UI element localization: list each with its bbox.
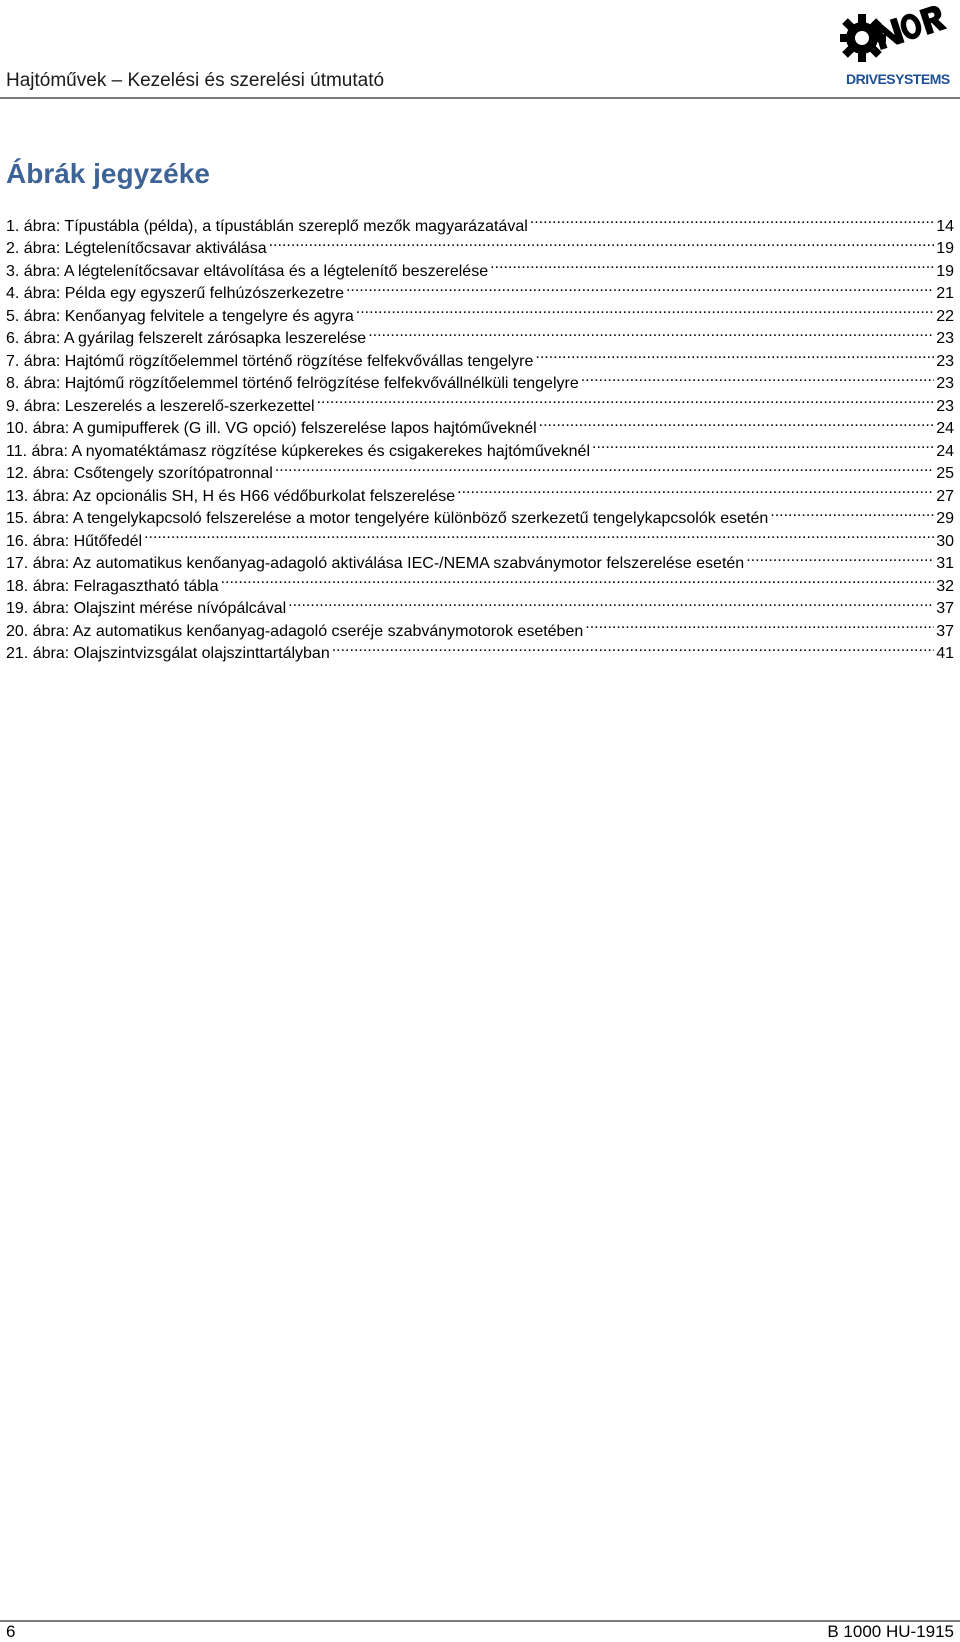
toc-dot-leader — [275, 456, 934, 479]
toc-entry-label: 3. ábra: A légtelenítőcsavar eltávolítása és a légtelenítő beszerelése — [6, 262, 489, 280]
footer-divider — [0, 1620, 960, 1622]
toc-entry-page: 31 — [936, 555, 954, 572]
toc-entry-page: 23 — [936, 352, 954, 370]
header-divider — [0, 97, 960, 99]
toc-entry-label: 11. ábra: A nyomatéktámasz rögzítése kúpkerekes és csigakerekes hajtóműveknél — [6, 442, 591, 460]
toc-entry-label: 12. ábra: Csőtengely szorítópatronnal — [6, 465, 273, 482]
toc-dot-leader — [530, 208, 934, 231]
toc-entry-label: 4. ábra: Példa egy egyszerű felhúzószerkezetre — [6, 285, 344, 302]
toc-dot-leader — [585, 613, 934, 636]
document-title: Hajtóművek – Kezelési és szerelési útmutató — [6, 70, 385, 91]
toc-dot-leader — [490, 253, 934, 276]
toc-entry-label: 5. ábra: Kenőanyag felvitele a tengelyre és agyra — [6, 307, 354, 325]
toc-entry-page: 29 — [936, 510, 954, 527]
toc-dot-leader — [288, 591, 934, 614]
toc-dot-leader — [269, 231, 935, 254]
toc-entry-label: 16. ábra: Hűtőfedél — [6, 532, 143, 550]
toc-entry-page: 23 — [936, 330, 954, 347]
toc-entry-label: 20. ábra: Az automatikus kenőanyag-adagoló cseréje szabványmotorok esetében — [6, 622, 584, 640]
toc-dot-leader — [457, 478, 934, 501]
toc-entry-page: 23 — [936, 375, 954, 392]
toc-entry-page: 41 — [936, 645, 954, 662]
toc-entry-label: 18. ábra: Felragasztható tábla — [6, 577, 219, 595]
toc-entry[interactable] — [6, 546, 954, 572]
toc-entry-page: 25 — [936, 465, 954, 482]
toc-entry-label: 10. ábra: A gumipufferek (G ill. VG opció) felszerelése lapos hajtóműveknél — [6, 420, 537, 437]
toc-entry-label: 17. ábra: Az automatikus kenőanyag-adagoló aktiválása IEC-/NEMA szabványmotor felszerelése esetén — [6, 555, 745, 572]
toc-dot-leader — [368, 321, 934, 344]
toc-entry-page: 23 — [936, 397, 954, 415]
page-header — [0, 0, 960, 100]
toc-entry-label: 7. ábra: Hajtómű rögzítőelemmel történő rögzítése felfekvővállas tengelyre — [6, 352, 534, 370]
toc-entry-page: 19 — [936, 240, 954, 257]
toc-dot-leader — [581, 366, 934, 389]
page-title: Ábrák jegyzéke — [6, 158, 210, 189]
toc-entry-page: 24 — [936, 442, 954, 460]
toc-entry-page: 24 — [936, 420, 954, 437]
toc-dot-leader — [221, 568, 935, 591]
toc-entry-label: 2. ábra: Légtelenítőcsavar aktiválása — [6, 240, 267, 257]
toc-entry-label: 13. ábra: Az opcionális SH, H és H66 védőburkolat felszerelése — [6, 487, 456, 505]
toc-dot-leader — [539, 411, 935, 434]
toc-entry-label: 8. ábra: Hajtómű rögzítőelemmel történő felrögzítése felfekvővállnélküli tengelyre — [6, 375, 579, 392]
toc-entry-page: 19 — [936, 262, 954, 280]
toc-entry-label: 1. ábra: Típustábla (példa), a típustáblán szereplő mezők magyarázatával — [6, 217, 528, 235]
toc-entry[interactable] — [6, 523, 954, 550]
toc-entry-page: 37 — [936, 600, 954, 617]
toc-entry-label: 19. ábra: Olajszint mérése nívópálcával — [6, 600, 287, 617]
toc-dot-leader — [346, 276, 934, 299]
toc-entry-label: 9. ábra: Leszerelés a leszerelő-szerkezettel — [6, 397, 315, 415]
toc-entry-label: 21. ábra: Olajszintvizsgálat olajszinttartályban — [6, 645, 330, 662]
toc-dot-leader — [535, 343, 934, 366]
toc-dot-leader — [356, 298, 934, 321]
toc-dot-leader — [332, 636, 934, 659]
toc-entry-page: 30 — [936, 532, 954, 550]
toc-dot-leader — [770, 501, 934, 524]
toc-entry-page: 22 — [936, 307, 954, 325]
toc-dot-leader — [592, 433, 934, 456]
toc-entry-page: 27 — [936, 487, 954, 505]
footer-document-id: B 1000 HU-1915 — [827, 1622, 954, 1641]
toc-entry-label: 15. ábra: A tengelykapcsoló felszerelése a motor tengelyére különböző szerkezetű tengelykapcsolók esetén — [6, 510, 769, 527]
toc-entry-page: 37 — [936, 622, 954, 640]
toc-entry-page: 14 — [936, 217, 954, 235]
logo-subtext: DRIVESYSTEMS — [846, 71, 950, 87]
toc-entry-page: 21 — [936, 285, 954, 302]
toc-dot-leader — [144, 523, 934, 546]
figure-list — [6, 208, 954, 662]
toc-entry-page: 32 — [936, 577, 954, 595]
toc-entry-label: 6. ábra: A gyárilag felszerelt zárósapka leszerelése — [6, 330, 367, 347]
toc-dot-leader — [317, 388, 935, 411]
footer-page-number: 6 — [6, 1622, 16, 1641]
toc-entry[interactable] — [6, 208, 954, 235]
toc-dot-leader — [746, 546, 934, 569]
